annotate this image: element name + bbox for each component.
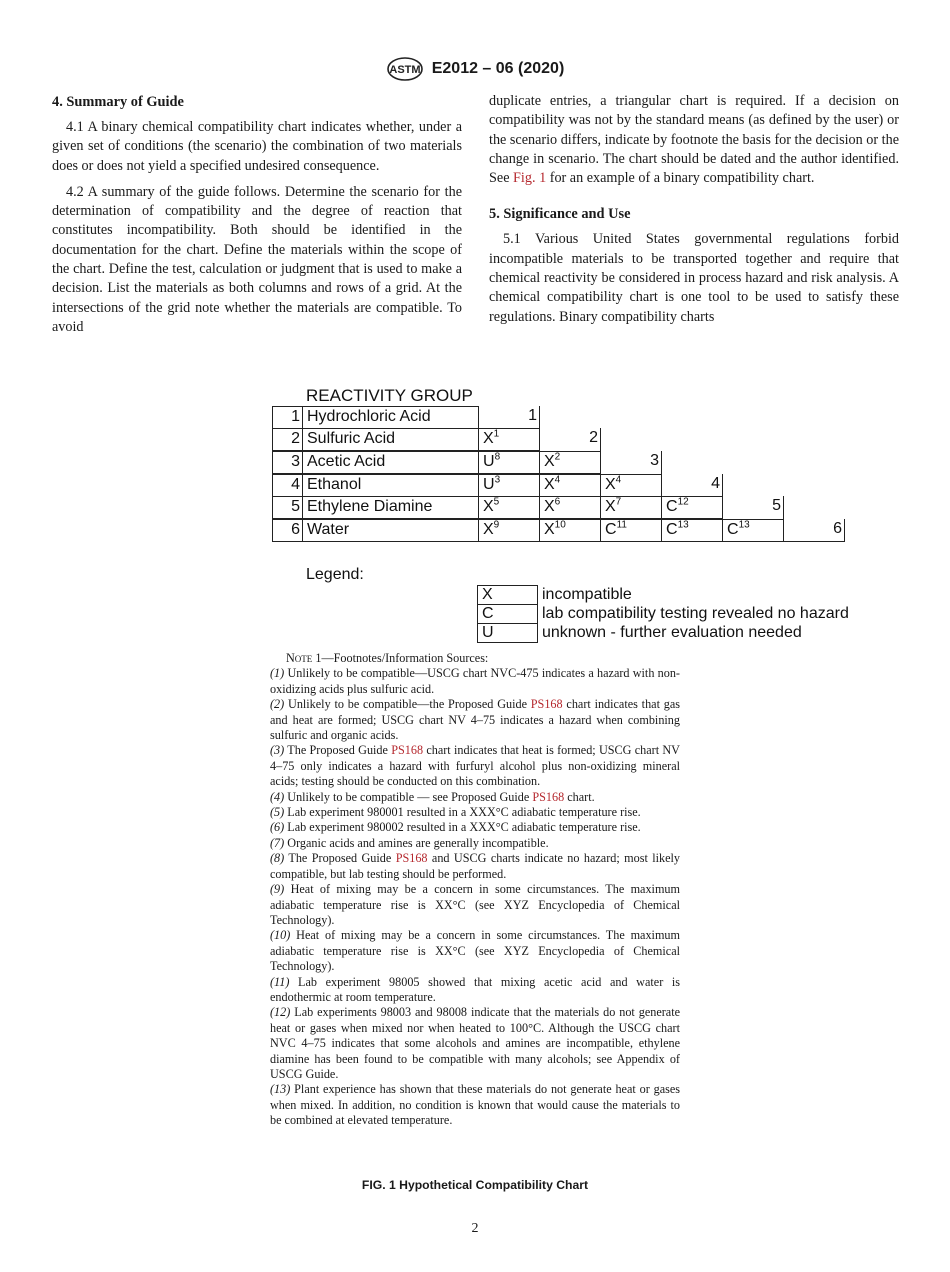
material-name: Ethanol	[302, 474, 479, 497]
diagonal-column-number: 5	[722, 496, 784, 519]
paragraph-5-1: 5.1 Various United States governmental regulations forbid incompatible materials to be transported together and require that chemical reactivity be considered in process hazard and risk analysis. A chemical compatibility chart is one tool to be used to satisfy these regulations. Binary compatibility charts	[489, 231, 899, 325]
footnote-4: (4) Unlikely to be compatible — see Proposed Guide PS168 chart.	[270, 789, 595, 804]
ps168-link[interactable]: PS168	[395, 851, 428, 866]
compatibility-cell: $X^9$	[478, 519, 540, 542]
astm-logo-icon	[386, 57, 424, 81]
footnote-1: (1) Unlikely to be compatible—USCG chart NVC-475 indicates a hazard with non-oxidizing acids plus sulfuric acid.	[270, 666, 680, 696]
material-name: Hydrochloric Acid	[302, 406, 479, 429]
footnote-13: (13) Plant experience has shown that these materials do not generate heat or gases when mixed. In addition, no condition is known that would cause the materials to be combined at elevated temperature.	[270, 1082, 680, 1128]
legend-code: U	[477, 623, 538, 643]
compatibility-cell: $X^{10}$	[539, 519, 601, 542]
compatibility-cell: $X^4$	[600, 474, 662, 497]
footnote-10: (10) Heat of mixing may be a concern in some circumstances. The maximum adiabatic temperature rise is XX°C (see XYZ Encyclopedia of Chemical Technology).	[270, 928, 680, 974]
diagonal-column-number: 2	[539, 428, 601, 451]
legend-code: C	[477, 604, 538, 624]
footnote-9: (9) Heat of mixing may be a concern in some circumstances. The maximum adiabatic temperature rise is XX°C (see XYZ Encyclopedia of Chemical Technology).	[270, 882, 680, 927]
compatibility-cell: $C^{13}$	[661, 519, 723, 542]
chart-title: REACTIVITY GROUP	[306, 386, 473, 405]
compatibility-cell: $U^3$	[478, 474, 540, 497]
legend-text: incompatible	[542, 586, 632, 603]
page-header	[0, 56, 950, 82]
material-name: Sulfuric Acid	[302, 428, 479, 451]
footnote-8: (8) The Proposed Guide PS168 and USCG charts indicate no hazard; most likely compatible, but lab testing should be performed.	[270, 851, 680, 881]
material-name: Ethylene Diamine	[302, 496, 479, 519]
compatibility-cell: $C^{12}$	[661, 496, 723, 519]
footnote-6: (6) Lab experiment 980002 resulted in a XXX°C adiabatic temperature rise.	[270, 820, 641, 835]
ps168-link[interactable]: PS168	[391, 743, 424, 758]
legend-code: X	[477, 585, 538, 605]
paragraph-4-1: 4.1 A binary chemical compatibility chart indicates whether, under a given set of conditions (the scenario) the combination of two materials does or does not yield a specified undesired consequence.	[52, 119, 462, 174]
compatibility-cell: $X^6$	[539, 496, 601, 519]
paragraph-4-2: 4.2 A summary of the guide follows. Determine the scenario for the determination of compatibility and the degree of reaction that constitutes incompatibility. Both should be identified in the documentation for the chart. Define the materials within the scope of the chart. Define the test, calculation or judgment that is used to make a decision. List the materials as both columns and rows of a grid. At the intersections of the grid note whether the materials are compatible. To avoid	[52, 183, 462, 335]
fig-1-link[interactable]: Fig. 1	[513, 170, 547, 187]
footnote-5: (5) Lab experiment 980001 resulted in a XXX°C adiabatic temperature rise.	[270, 805, 641, 820]
right-column	[489, 92, 899, 334]
diagonal-column-number: 3	[600, 451, 662, 474]
legend-text: unknown - further evaluation needed	[542, 624, 802, 641]
diagonal-column-number: 6	[783, 519, 845, 542]
compatibility-cell: $U^8$	[478, 451, 540, 474]
compatibility-cell: $X^2$	[539, 451, 601, 474]
ps168-link[interactable]: PS168	[532, 789, 565, 804]
footnote-2: (2) Unlikely to be compatible—the Proposed Guide PS168 chart indicates that gas and heat are formed; USCG chart NV 4–75 indicates a hazard when combining sulfuric and organic acids.	[270, 697, 680, 743]
document-designation: E2012 – 06 (2020)	[431, 60, 565, 77]
footnote-7: (7) Organic acids and amines are generally incompatible.	[270, 835, 549, 850]
left-column	[52, 92, 462, 344]
footnote-3: (3) The Proposed Guide PS168 chart indicates that heat is formed; USCG chart NV 4–75 only indicates a hazard with furfuryl alcohol plus non-oxidizing mineral acids; testing should be conducted on this combination.	[270, 743, 680, 789]
compatibility-cell: $X^1$	[478, 428, 540, 451]
row-number: 1	[272, 406, 303, 429]
material-name: Acetic Acid	[302, 451, 479, 474]
material-name: Water	[302, 519, 479, 542]
page-number: 2	[471, 1221, 479, 1236]
row-number: 2	[272, 428, 303, 451]
footnote-11: (11) Lab experiment 98005 showed that mixing acetic acid and water is endothermic at room temperature.	[270, 974, 680, 1004]
svg-text:ASTM: ASTM	[389, 64, 421, 76]
row-number: 4	[272, 474, 303, 497]
compatibility-cell: $X^5$	[478, 496, 540, 519]
diagonal-column-number: 1	[478, 406, 540, 429]
diagonal-column-number: 4	[661, 474, 723, 497]
compatibility-cell: $X^7$	[600, 496, 662, 519]
note-heading: Note 1—Footnotes/Information Sources:	[286, 651, 489, 665]
row-number: 6	[272, 519, 303, 542]
row-number: 3	[272, 451, 303, 474]
section-5-heading: 5. Significance and Use	[489, 206, 631, 223]
ps168-link[interactable]: PS168	[530, 697, 563, 712]
figure-caption: FIG. 1 Hypothetical Compatibility Chart	[361, 1178, 589, 1192]
compatibility-cell: $X^4$	[539, 474, 601, 497]
compatibility-cell: $C^{11}$	[600, 519, 662, 542]
paragraph-4-2-continued: duplicate entries, a triangular chart is required. If a decision on compatibility was not by the standard means (as defined by the user) or the scenario differs, indicate by footnote the basis for the decision or the change in scenario. The chart should be dated and the author identified. See Fig. 1 for an example of a binary compatibility chart.	[489, 93, 899, 187]
section-4-heading: 4. Summary of Guide	[52, 94, 184, 110]
figure-notes	[270, 651, 680, 1129]
compatibility-cell: $C^{13}$	[722, 519, 784, 542]
row-number: 5	[272, 496, 303, 519]
legend-label: Legend:	[306, 566, 364, 583]
footnote-12: (12) Lab experiments 98003 and 98008 indicate that the materials do not generate heat or gases when mixed nor when heated to 100°C. Although the USCG chart NVC 4–75 indicates that some alcohols and amines are incompatible, ethylene diamine has been found to be compatible with many alcohols; see Appendix of USCG Guide.	[270, 1005, 680, 1081]
legend-text: lab compatibility testing revealed no hazard	[542, 605, 849, 622]
